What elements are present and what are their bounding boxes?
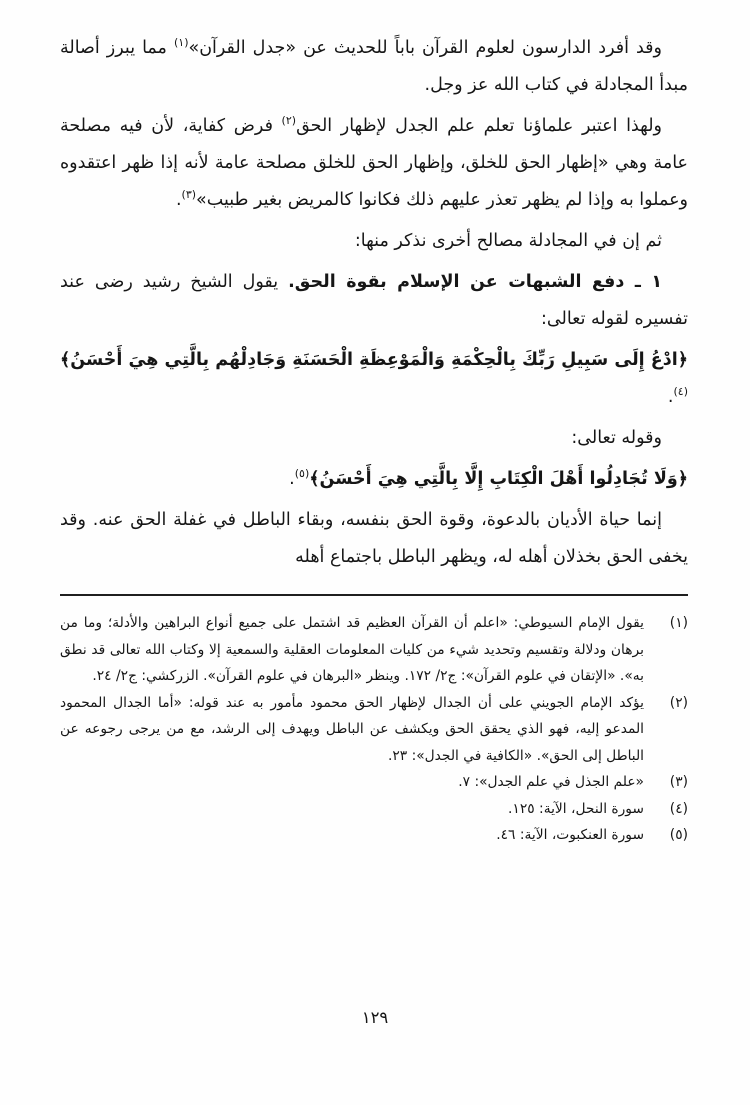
paragraph-4-text: يقول الشيخ رشيد رضى عند تفسيره لقوله تعالى: — [60, 272, 688, 329]
paragraph-6 — [60, 502, 688, 576]
footnote-2-text: يؤكد الإمام الجويني على أن الجدال لإظهار الحق محمود مأمور به عند قوله: «أما الجدال المحمود المدعو إليه، فهو الذي يحقق الحق ويكشف عن الباطل ويهدف إلى الرشد، مع من يرجى رجوعه عن الباطل إلى الحق». «الكافية في الجدل»: ٢٣. — [60, 694, 644, 764]
paragraph-1-text-cont: مما يبرز أصالة مبدأ المجادلة في كتاب الله عز وجل. — [60, 38, 688, 95]
footnote-1-marker: (١) — [669, 615, 688, 631]
footnote-ref-2: (٢) — [281, 114, 297, 128]
paragraph-2-text: ولهذا اعتبر علماؤنا تعلم علم الجدل لإظهار الحق — [296, 116, 662, 136]
paragraph-3 — [60, 223, 688, 260]
footnote-2-marker: (٢) — [669, 694, 688, 711]
footnote-2 — [60, 690, 688, 770]
footnote-separator — [60, 594, 688, 596]
paragraph-6-text: إنما حياة الأديان بالدعوة، وقوة الحق بنفسه، وبقاء الباطل في غفلة الحق عنه. وقد يخفى الحق بخذلان أهله له، ويظهر الباطل باجتماع أهله — [60, 510, 688, 567]
quran-verse-1 — [60, 342, 688, 416]
paragraph-5-text: وقوله تعالى: — [571, 428, 662, 448]
footnote-4 — [60, 796, 688, 823]
verse-2-period: . — [289, 469, 295, 489]
verse-1-period: . — [667, 387, 674, 407]
footnote-4-text: سورة النحل، الآية: ١٢٥. — [508, 800, 644, 817]
paragraph-5 — [60, 420, 688, 457]
quran-verse-2 — [60, 461, 688, 498]
paragraph-3-text: ثم إن في المجادلة مصالح أخرى نذكر منها: — [354, 231, 662, 251]
verse-2-text: ﴿وَلَا تُجَادِلُوا أَهْلَ الْكِتَابِ إِلَّا بِالَّتِي هِيَ أَحْسَنُ﴾ — [309, 469, 688, 489]
paragraph-4 — [60, 264, 688, 338]
footnotes-section — [60, 610, 688, 849]
footnote-3 — [60, 769, 688, 796]
main-text — [60, 30, 688, 576]
paragraph-2 — [60, 108, 688, 219]
footnote-ref-4: (٤) — [673, 385, 688, 399]
footnote-1-text: يقول الإمام السيوطي: «اعلم أن القرآن العظيم قد اشتمل على جميع أنواع البراهين والأدلة؛ وما من برهان ودلالة وتقسيم وتحديد شيء من كليات المعلومات العقلية والسمعية إلا وكتاب الله تعالى قد نطق به». «الإتقان في علوم القرآن»: ج٢/ ١٧٢. وينظر «البرهان في علوم القرآن». الزركشي: ج٢/ ٢٤. — [60, 615, 644, 684]
paragraph-2-period: . — [175, 190, 182, 210]
footnote-3-text: «علم الجذل في علم الجدل»: ٧. — [458, 774, 644, 790]
page-number: ١٢٩ — [361, 1008, 389, 1027]
page-content — [60, 30, 688, 849]
footnote-ref-3: (٣) — [181, 188, 197, 202]
footnote-1 — [60, 610, 688, 690]
footnote-5 — [60, 822, 688, 849]
paragraph-1-text: وقد أفرد الدارسون لعلوم القرآن باباً للحديث عن «جدل القرآن» — [188, 38, 662, 58]
footnote-ref-1: (١) — [173, 36, 189, 50]
footnote-5-marker: (٥) — [669, 827, 688, 843]
footnote-4-marker: (٤) — [669, 800, 688, 817]
paragraph-1 — [60, 30, 688, 104]
footnote-5-text: سورة العنكبوت، الآية: ٤٦. — [496, 827, 644, 843]
verse-1-text: ﴿ادْعُ إِلَى سَبِيلِ رَبِّكَ بِالْحِكْمَةِ وَالْمَوْعِظَةِ الْحَسَنَةِ وَجَادِلْهُم بِالَّتِي هِيَ أَحْسَنُ﴾ — [60, 350, 688, 370]
footnote-3-marker: (٣) — [669, 774, 688, 790]
list-item-heading: ١ ـ دفع الشبهات عن الإسلام بقوة الحق. — [288, 272, 662, 292]
footnote-ref-5: (٥) — [294, 467, 310, 481]
paragraph-2-text-cont: فرض كفاية، لأن فيه مصلحة عامة وهي «إظهار الحق للخلق، وإظهار الحق للخلق مصلحة عامة لأنه إذا ظهر اعتقدوه وعملوا به وإذا لم يظهر تعذر عليهم ذلك فكانوا كالمريض بغير طبيب» — [60, 116, 688, 210]
